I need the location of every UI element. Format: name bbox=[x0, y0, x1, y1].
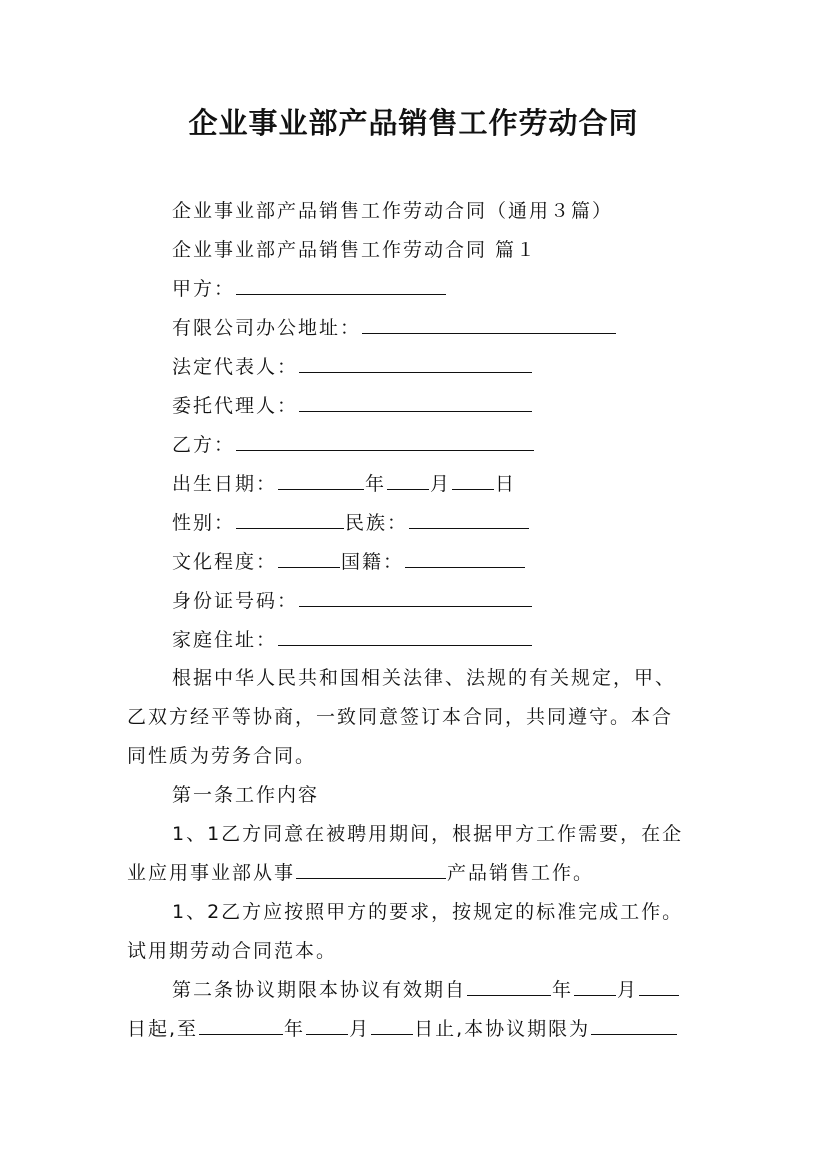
day-label: 日 bbox=[495, 473, 517, 495]
clause-1-1-text-a: 业应用事业部从事 bbox=[127, 862, 296, 884]
legal-rep-label: 法定代表人： bbox=[172, 356, 299, 378]
start-year-blank[interactable] bbox=[467, 976, 551, 996]
education-blank[interactable] bbox=[278, 548, 340, 568]
article-2-year-label: 年 bbox=[552, 979, 574, 1001]
document-subtitle: 企业事业部产品销售工作劳动合同（通用３篇） bbox=[172, 200, 614, 222]
start-day-blank[interactable] bbox=[639, 976, 679, 996]
gender-ethnicity-row bbox=[172, 509, 530, 537]
end-year-blank[interactable] bbox=[199, 1015, 283, 1035]
paragraph-1-line-2: 乙双方经平等协商，一致同意签订本合同，共同遵守。本合 bbox=[127, 706, 674, 728]
office-address-row bbox=[172, 314, 617, 342]
id-number-blank[interactable] bbox=[299, 587, 532, 607]
article-2-text-c: 日止,本协议期限为 bbox=[414, 1018, 591, 1040]
birth-date-row bbox=[172, 470, 516, 498]
ethnicity-label: 民族： bbox=[345, 512, 409, 534]
article-2-end-month-label: 月 bbox=[349, 1018, 371, 1040]
paragraph-1-line-1: 根据中华人民共和国相关法律、法规的有关规定，甲、 bbox=[172, 667, 677, 689]
birth-year-blank[interactable] bbox=[278, 470, 364, 490]
office-address-blank[interactable] bbox=[362, 314, 616, 334]
article-2-text-b: 日起,至 bbox=[127, 1018, 199, 1040]
clause-1-2-line-1: 1、2乙方应按照甲方的要求，按规定的标准完成工作。 bbox=[172, 901, 684, 923]
end-month-blank[interactable] bbox=[306, 1015, 348, 1035]
legal-rep-blank[interactable] bbox=[299, 353, 532, 373]
section-heading: 企业事业部产品销售工作劳动合同 篇１ bbox=[172, 239, 538, 261]
page-title: 企业事业部产品销售工作劳动合同 bbox=[188, 106, 639, 140]
ethnicity-blank[interactable] bbox=[409, 509, 529, 529]
party-a-label: 甲方： bbox=[172, 278, 236, 300]
start-month-blank[interactable] bbox=[574, 976, 616, 996]
agent-label: 委托代理人： bbox=[172, 395, 299, 417]
term-blank[interactable] bbox=[591, 1015, 677, 1035]
legal-rep-row bbox=[172, 353, 533, 381]
product-blank[interactable] bbox=[296, 859, 446, 879]
birth-date-label: 出生日期： bbox=[172, 473, 278, 495]
party-a-row bbox=[172, 275, 447, 303]
article-1-title: 第一条工作内容 bbox=[172, 784, 320, 806]
id-number-label: 身份证号码： bbox=[172, 590, 299, 612]
article-2-month-label: 月 bbox=[617, 979, 639, 1001]
nationality-blank[interactable] bbox=[405, 548, 525, 568]
home-address-row bbox=[172, 626, 533, 654]
agent-blank[interactable] bbox=[299, 392, 532, 412]
home-address-label: 家庭住址： bbox=[172, 629, 278, 651]
gender-label: 性别： bbox=[172, 512, 236, 534]
birth-day-blank[interactable] bbox=[452, 470, 494, 490]
education-nationality-row bbox=[172, 548, 526, 576]
party-b-row bbox=[172, 431, 535, 459]
education-label: 文化程度： bbox=[172, 551, 278, 573]
clause-1-1-line-1: 1、1乙方同意在被聘用期间，根据甲方工作需要，在企 bbox=[172, 823, 684, 845]
year-label: 年 bbox=[365, 473, 387, 495]
home-address-blank[interactable] bbox=[278, 626, 532, 646]
party-b-label: 乙方： bbox=[172, 434, 236, 456]
id-number-row bbox=[172, 587, 533, 615]
party-b-blank[interactable] bbox=[236, 431, 534, 451]
article-2-line-2 bbox=[127, 1015, 678, 1043]
party-a-blank[interactable] bbox=[236, 275, 446, 295]
article-2-text-a: 第二条协议期限本协议有效期自 bbox=[172, 979, 467, 1001]
agent-row bbox=[172, 392, 533, 420]
clause-1-1-text-b: 产品销售工作。 bbox=[447, 862, 595, 884]
paragraph-1-line-3: 同性质为劳务合同。 bbox=[127, 745, 317, 767]
month-label: 月 bbox=[430, 473, 452, 495]
article-2-end-year-label: 年 bbox=[284, 1018, 306, 1040]
birth-month-blank[interactable] bbox=[387, 470, 429, 490]
nationality-label: 国籍： bbox=[341, 551, 405, 573]
article-2-line-1 bbox=[172, 976, 680, 1004]
clause-1-1-line-2 bbox=[127, 859, 594, 887]
clause-1-2-line-2: 试用期劳动合同范本。 bbox=[127, 940, 338, 962]
gender-blank[interactable] bbox=[236, 509, 344, 529]
end-day-blank[interactable] bbox=[371, 1015, 413, 1035]
office-address-label: 有限公司办公地址： bbox=[172, 317, 362, 339]
